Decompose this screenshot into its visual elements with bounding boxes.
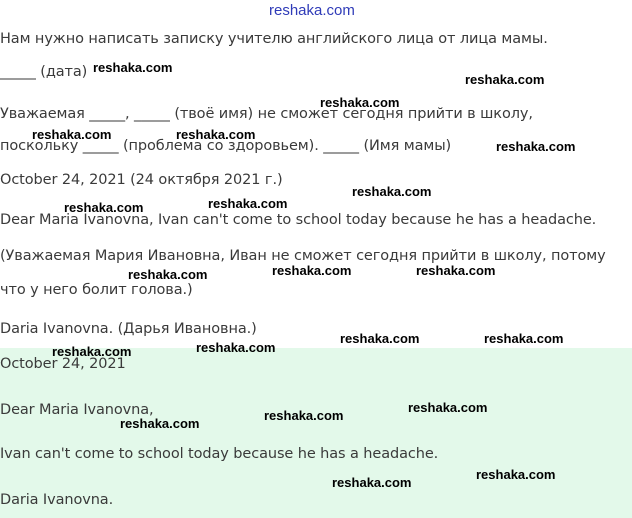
watermark: reshaka.com <box>32 127 112 142</box>
watermark: reshaka.com <box>416 263 496 278</box>
watermark: reshaka.com <box>93 60 173 75</box>
watermark: reshaka.com <box>208 196 288 211</box>
signature-line: Daria Ivanovna. (Дарья Ивановна.) <box>0 321 257 337</box>
watermark: reshaka.com <box>196 340 276 355</box>
watermark: reshaka.com <box>176 127 256 142</box>
watermark: reshaka.com <box>128 267 208 282</box>
watermark: reshaka.com <box>52 344 132 359</box>
watermark: reshaka.com <box>320 95 400 110</box>
note-en-line: Dear Maria Ivanovna, Ivan can't come to school today because he has a headache. <box>0 212 597 228</box>
answer-date: October 24, 2021 <box>0 356 126 372</box>
answer-greeting: Dear Maria Ivanovna, <box>0 402 154 418</box>
watermark: reshaka.com <box>408 400 488 415</box>
note-ru-line-1: (Уважаемая Мария Ивановна, Иван не сможет сегодня прийти в школу, потому <box>0 248 606 264</box>
watermark: reshaka.com <box>264 408 344 423</box>
watermark: reshaka.com <box>484 331 564 346</box>
reason-template-line: поскольку _____ (проблема со здоровьем). _____ (Имя мамы) <box>0 138 452 154</box>
greeting-template-line: Уважаемая _____, _____ (твоё имя) не сможет сегодня прийти в школу, <box>0 106 533 122</box>
watermark: reshaka.com <box>332 475 412 490</box>
watermark: reshaka.com <box>476 467 556 482</box>
watermark: reshaka.com <box>496 139 576 154</box>
date-en-line: October 24, 2021 (24 октября 2021 г.) <box>0 172 283 188</box>
date-blank-line: _____ (дата) <box>0 64 88 80</box>
watermark: reshaka.com <box>465 72 545 87</box>
answer-signature: Daria Ivanovna. <box>0 492 114 508</box>
watermark: reshaka.com <box>340 331 420 346</box>
watermark: reshaka.com <box>272 263 352 278</box>
watermark: reshaka.com <box>120 416 200 431</box>
answer-body: Ivan can't come to school today because he has a headache. <box>0 446 439 462</box>
intro-text: Нам нужно написать записку учителю английского лица от лица мамы. <box>0 31 548 47</box>
note-ru-line-2: что у него болит голова.) <box>0 282 193 298</box>
watermark: reshaka.com <box>352 184 432 199</box>
watermark: reshaka.com <box>64 200 144 215</box>
site-link[interactable]: reshaka.com <box>269 2 355 19</box>
